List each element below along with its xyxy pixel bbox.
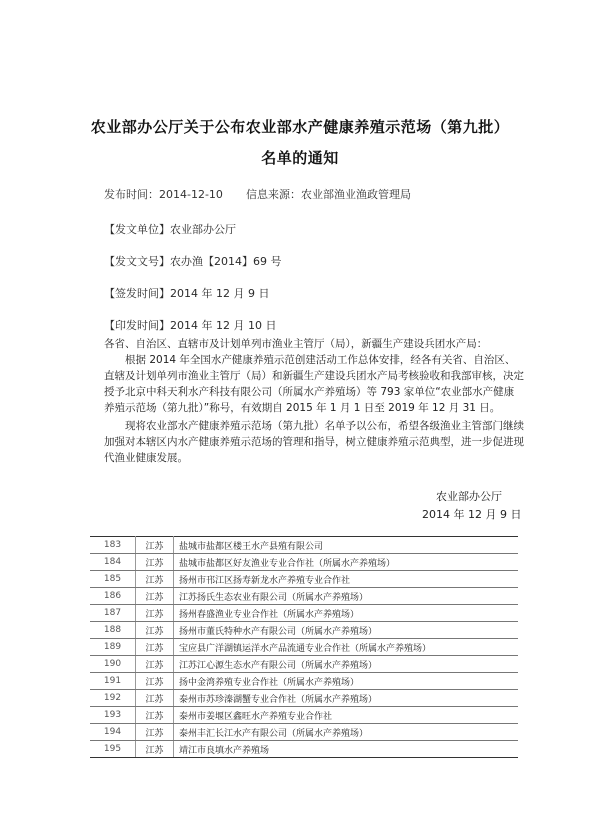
table-row [90, 707, 518, 724]
row-province: 江苏 [136, 622, 174, 639]
row-number: 194 [90, 724, 136, 741]
row-number: 189 [90, 639, 136, 656]
farm-list-table [90, 536, 518, 758]
table-row [90, 537, 518, 554]
sign-date-field: 【签发时间】2014 年 12 月 9 日 [104, 287, 270, 300]
row-name: 泰州市姜堰区鑫旺水产养殖专业合作社 [174, 707, 519, 724]
document-title-line2: 名单的通知 [261, 149, 339, 167]
row-number: 188 [90, 622, 136, 639]
row-number: 185 [90, 571, 136, 588]
doc-number-field: 【发文文号】农办渔【2014】69 号 [104, 255, 282, 268]
table-row [90, 656, 518, 673]
row-province: 江苏 [136, 588, 174, 605]
row-number: 187 [90, 605, 136, 622]
row-name: 江苏江心源生态水产有限公司（所属水产养殖场） [174, 656, 519, 673]
row-number: 184 [90, 554, 136, 571]
info-source: 信息来源：农业部渔业渔政管理局 [246, 188, 411, 201]
row-number: 193 [90, 707, 136, 724]
row-number: 186 [90, 588, 136, 605]
body-paragraph-2: 现将农业部水产健康养殖示范场（第九批）名单予以公布，希望各级渔业主管部门继续加强对本辖区内水产健康养殖示范场的管理和指导，树立健康养殖示范典型，进一步促进现代渔业健康发展。 [104, 420, 524, 464]
publish-time: 发布时间：2014-12-10 [104, 188, 223, 201]
row-name: 盐城市盐都区楼王水产县殖有限公司 [174, 537, 519, 554]
row-name: 扬州春盛渔业专业合作社（所属水产养殖场） [174, 605, 519, 622]
row-province: 江苏 [136, 537, 174, 554]
table-row [90, 554, 518, 571]
print-date-field: 【印发时间】2014 年 12 月 10 日 [104, 319, 277, 332]
row-province: 江苏 [136, 724, 174, 741]
table-row [90, 639, 518, 656]
row-number: 190 [90, 656, 136, 673]
table-row [90, 588, 518, 605]
row-province: 江苏 [136, 690, 174, 707]
document-title-line1: 农业部办公厅关于公布农业部水产健康养殖示范场（第九批） [90, 118, 510, 136]
table-row [90, 605, 518, 622]
table-row [90, 741, 518, 758]
row-province: 江苏 [136, 571, 174, 588]
table-row [90, 690, 518, 707]
row-province: 江苏 [136, 554, 174, 571]
row-province: 江苏 [136, 639, 174, 656]
row-number: 183 [90, 537, 136, 554]
row-province: 江苏 [136, 656, 174, 673]
row-name: 江苏扬氏生态农业有限公司（所属水产养殖场） [174, 588, 519, 605]
row-name: 盐城市盐都区好友渔业专业合作社（所属水产养殖场） [174, 554, 519, 571]
row-province: 江苏 [136, 741, 174, 758]
row-name: 靖江市良填水产养殖场 [174, 741, 519, 758]
row-name: 扬中金湾养殖专业合作社（所属水产养殖场） [174, 673, 519, 690]
salutation: 各省、自治区、直辖市及计划单列市渔业主管厅（局），新疆生产建设兵团水产局： [104, 338, 488, 350]
table-row [90, 622, 518, 639]
row-name: 泰州市苏珍溱湖蟹专业合作社（所属水产养殖场） [174, 690, 519, 707]
row-number: 195 [90, 741, 136, 758]
body-paragraph-1: 根据 2014 年全国水产健康养殖示范创建活动工作总体安排，经各有关省、自治区、直辖及计划单列市渔业主管厅（局）和新疆生产建设兵团水产局考核验收和我部审核，决定授予北京中科天利水产科技有限公司（所属水产养殖场）等 793 家单位“农业部水产健康养殖示范场（第九批）”称号，有效期自 2015 年 1 月 1 日至 2019 年 12 月 31 日。 [104, 354, 524, 414]
row-name: 扬州市董氏特种水产有限公司（所属水产养殖场） [174, 622, 519, 639]
signature-org: 农业部办公厅 [436, 490, 502, 503]
row-province: 江苏 [136, 673, 174, 690]
row-number: 192 [90, 690, 136, 707]
row-name: 宝应县广洋湖镇运洋水产品流通专业合作社（所属水产养殖场） [174, 639, 519, 656]
row-name: 扬州市邗江区扬寿新龙水产养殖专业合作社 [174, 571, 519, 588]
table-row [90, 724, 518, 741]
issuer-field: 【发文单位】农业部办公厅 [104, 223, 236, 236]
row-number: 191 [90, 673, 136, 690]
row-province: 江苏 [136, 707, 174, 724]
row-name: 泰州丰汇长江水产有限公司（所属水产养殖场） [174, 724, 519, 741]
row-province: 江苏 [136, 605, 174, 622]
table-row [90, 673, 518, 690]
signature-date: 2014 年 12 月 9 日 [422, 508, 522, 521]
table-row [90, 571, 518, 588]
